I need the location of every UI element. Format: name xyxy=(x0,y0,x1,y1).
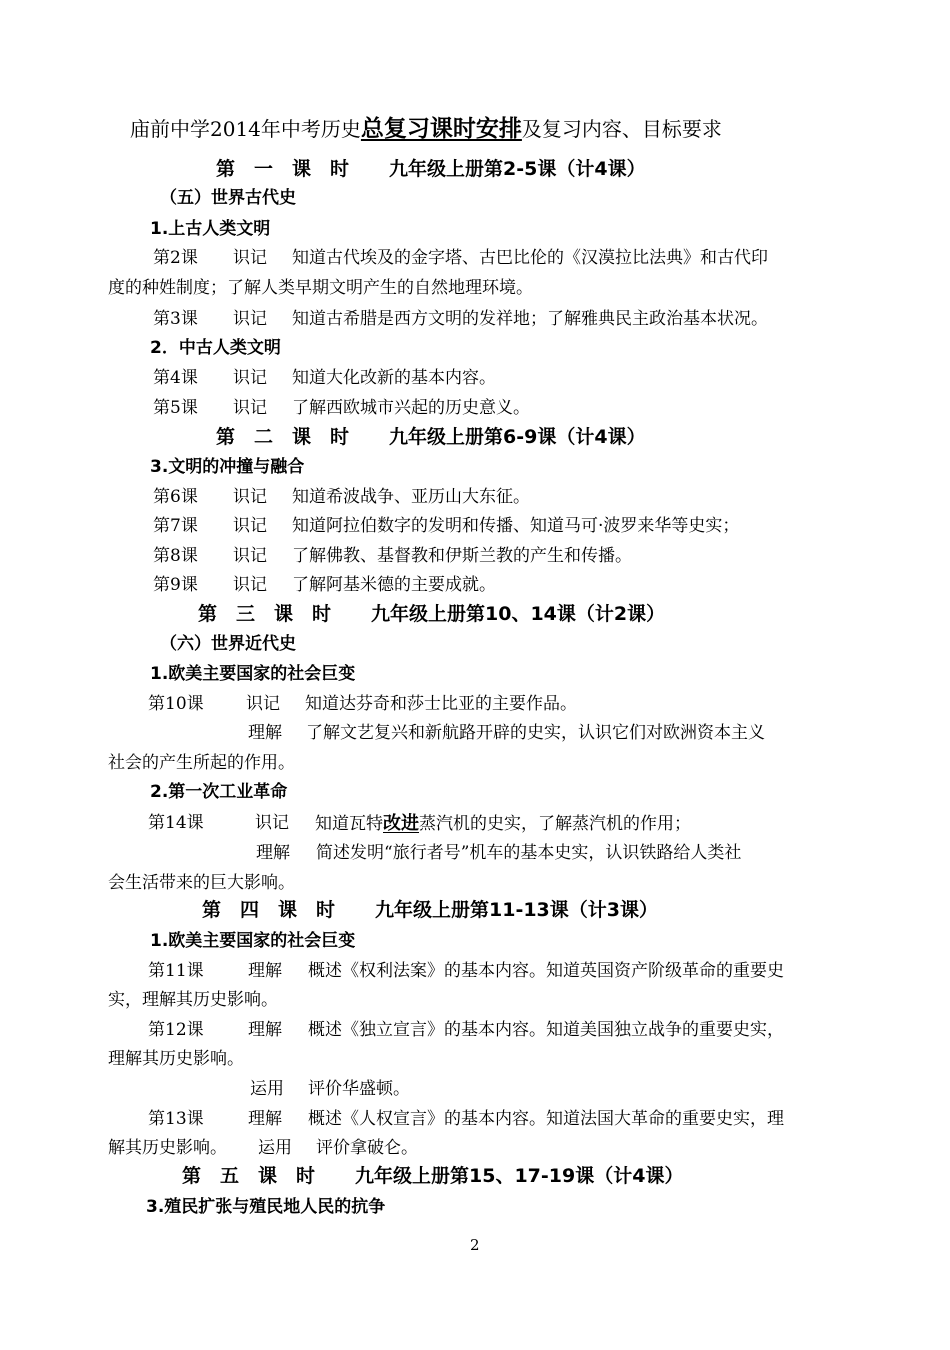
section-label: 第 三 课 时 xyxy=(198,603,332,625)
section-range: 九年级上册第6-9课（计4课） xyxy=(389,426,646,448)
lesson-type: 运用 xyxy=(250,1079,284,1099)
title-part-1: 庙前中学2014年中考历史 xyxy=(130,117,361,141)
lesson-10-line-3: 社会的产生所起的作用。 xyxy=(108,753,295,773)
subheading-modern-world: （六）世界近代史 xyxy=(160,634,296,654)
lesson-text: 评价拿破仑。 xyxy=(316,1138,418,1158)
lesson-text: 知道大化改新的基本内容。 xyxy=(292,368,496,388)
subheading-medieval-civilization: 2．中古人类文明 xyxy=(150,338,281,358)
lesson-text: 知道瓦特改进蒸汽机的史实，了解蒸汽机的作用； xyxy=(315,813,691,834)
section-2-heading xyxy=(216,428,646,447)
lesson-type: 识记 xyxy=(246,694,280,714)
lesson-number: 第9课 xyxy=(153,575,198,595)
section-1-heading xyxy=(216,160,646,179)
underlined-term: 改进 xyxy=(383,813,419,834)
lesson-text: 知道阿拉伯数字的发明和传播、知道马可·波罗来华等史实； xyxy=(292,516,740,536)
lesson-number: 第12课 xyxy=(148,1020,204,1040)
lesson-2-line-2: 度的种姓制度；了解人类早期文明产生的自然地理环境。 xyxy=(108,278,533,298)
lesson-text: 了解佛教、基督教和伊斯兰教的产生和传播。 xyxy=(292,546,632,566)
lesson-type: 识记 xyxy=(255,813,289,833)
lesson-number: 第10课 xyxy=(148,694,204,714)
lesson-text: 知道达芬奇和莎士比亚的主要作品。 xyxy=(305,694,577,714)
lesson-12-line-2: 理解其历史影响。 xyxy=(108,1049,244,1069)
lesson-text: 概述《权利法案》的基本内容。知道英国资产阶级革命的重要史 xyxy=(308,961,784,981)
lesson-type: 识记 xyxy=(233,368,267,388)
lesson-type: 理解 xyxy=(248,1109,282,1129)
lesson-number: 第3课 xyxy=(153,309,198,329)
lesson-type: 识记 xyxy=(233,248,267,268)
lesson-number: 第5课 xyxy=(153,398,198,418)
lesson-number: 第6课 xyxy=(153,487,198,507)
lesson-text: 概述《人权宣言》的基本内容。知道法国大革命的重要史实，理 xyxy=(308,1109,784,1129)
lesson-text: 了解西欧城市兴起的历史意义。 xyxy=(292,398,530,418)
lesson-type: 识记 xyxy=(233,309,267,329)
subheading-social-change: 1.欧美主要国家的社会巨变 xyxy=(150,664,356,684)
section-label: 第 五 课 时 xyxy=(182,1165,316,1187)
lesson-number: 第4课 xyxy=(153,368,198,388)
section-label: 第 二 课 时 xyxy=(216,426,350,448)
section-label: 第 一 课 时 xyxy=(216,158,350,180)
lesson-text: 知道古代埃及的金字塔、古巴比伦的《汉漠拉比法典》和古代印 xyxy=(292,248,768,268)
title-emphasis: 总复习课时安排 xyxy=(360,116,522,142)
lesson-text: 概述《独立宣言》的基本内容。知道美国独立战争的重要史实， xyxy=(308,1020,784,1040)
section-range: 九年级上册第2-5课（计4课） xyxy=(389,158,646,180)
lesson-text: 了解阿基米德的主要成就。 xyxy=(292,575,496,595)
lesson-type: 识记 xyxy=(233,516,267,536)
lesson-type: 识记 xyxy=(233,546,267,566)
subheading-industrial-revolution: 2.第一次工业革命 xyxy=(150,782,288,802)
section-label: 第 四 课 时 xyxy=(202,899,336,921)
lesson-type: 识记 xyxy=(233,398,267,418)
lesson-text: 解其历史影响。 xyxy=(108,1138,227,1158)
lesson-text: 知道希波战争、亚历山大东征。 xyxy=(292,487,530,507)
lesson-type: 识记 xyxy=(233,487,267,507)
section-range: 九年级上册第11-13课（计3课） xyxy=(375,899,659,921)
lesson-type: 识记 xyxy=(233,575,267,595)
lesson-number: 第14课 xyxy=(148,813,204,833)
lesson-number: 第13课 xyxy=(148,1109,204,1129)
lesson-type: 理解 xyxy=(248,961,282,981)
section-3-heading xyxy=(198,605,665,624)
subheading-civilization-clash: 3.文明的冲撞与融合 xyxy=(150,457,305,477)
lesson-11-line-2: 实，理解其历史影响。 xyxy=(108,990,278,1010)
lesson-number: 第2课 xyxy=(153,248,198,268)
lesson-type: 理解 xyxy=(256,843,290,863)
section-5-heading xyxy=(182,1167,683,1186)
subheading-ancient-civilization: 1.上古人类文明 xyxy=(150,219,271,239)
subheading-colonial-expansion: 3.殖民扩张与殖民地人民的抗争 xyxy=(146,1197,386,1217)
lesson-type: 运用 xyxy=(258,1138,292,1158)
lesson-text: 评价华盛顿。 xyxy=(308,1079,410,1099)
lesson-text: 知道古希腊是西方文明的发祥地；了解雅典民主政治基本状况。 xyxy=(292,309,768,329)
document-title xyxy=(130,118,722,141)
subheading-social-change-2: 1.欧美主要国家的社会巨变 xyxy=(150,931,356,951)
section-range: 九年级上册第15、17-19课（计4课） xyxy=(355,1165,684,1187)
page-number: 2 xyxy=(470,1236,480,1254)
lesson-text: 简述发明“旅行者号”机车的基本史实，认识铁路给人类社 xyxy=(316,843,742,863)
lesson-text: 了解文艺复兴和新航路开辟的史实，认识它们对欧洲资本主义 xyxy=(306,723,765,743)
section-4-heading xyxy=(202,901,658,920)
section-range: 九年级上册第10、14课（计2课） xyxy=(371,603,666,625)
lesson-number: 第7课 xyxy=(153,516,198,536)
lesson-number: 第8课 xyxy=(153,546,198,566)
lesson-type: 理解 xyxy=(248,1020,282,1040)
subheading-ancient-world: （五）世界古代史 xyxy=(160,188,296,208)
lesson-number: 第11课 xyxy=(148,961,204,981)
lesson-14-line-3: 会生活带来的巨大影响。 xyxy=(108,873,295,893)
title-part-3: 及复习内容、目标要求 xyxy=(521,117,722,141)
lesson-type: 理解 xyxy=(248,723,282,743)
